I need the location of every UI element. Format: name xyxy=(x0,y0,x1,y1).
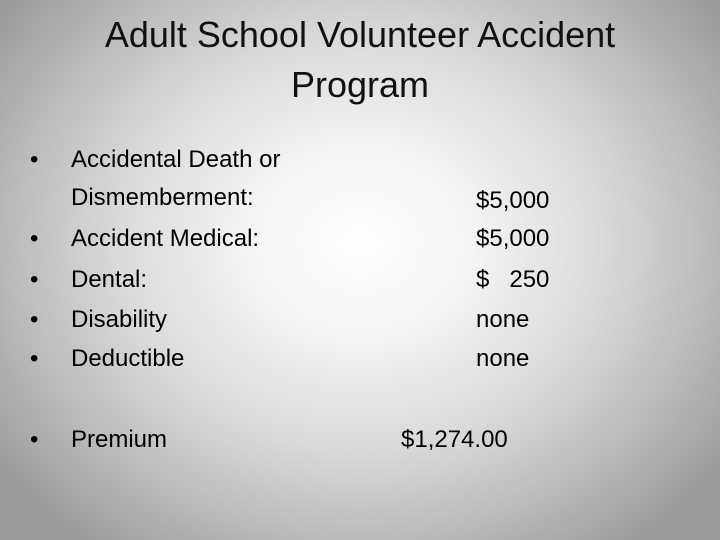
coverage-label-dental: Dental: xyxy=(71,266,148,293)
bullet-icon: • xyxy=(30,426,39,453)
bullet-icon: • xyxy=(30,146,39,173)
coverage-value-accidental-death: $5,000 xyxy=(476,187,550,214)
bullet-icon: • xyxy=(30,345,39,372)
premium-label: Premium xyxy=(71,426,168,453)
bullet-icon: • xyxy=(30,225,39,252)
coverage-label-dismemberment: Dismemberment: xyxy=(71,184,254,211)
coverage-value-dental: $ 250 xyxy=(476,266,550,293)
coverage-label-accident-medical: Accident Medical: xyxy=(71,225,260,252)
coverage-label-disability: Disability xyxy=(71,306,168,333)
coverage-value-deductible: none xyxy=(476,345,530,372)
coverage-label-deductible: Deductible xyxy=(71,345,185,372)
bullet-icon: • xyxy=(30,306,39,333)
coverage-label-accidental-death: Accidental Death or xyxy=(71,146,281,173)
premium-value: $1,274.00 xyxy=(401,426,508,453)
title-line-1: Adult School Volunteer Accident xyxy=(104,14,616,55)
coverage-value-disability: none xyxy=(476,306,530,333)
bullet-icon: • xyxy=(30,266,39,293)
coverage-value-accident-medical: $5,000 xyxy=(476,225,550,252)
title-line-2: Program xyxy=(290,64,430,105)
